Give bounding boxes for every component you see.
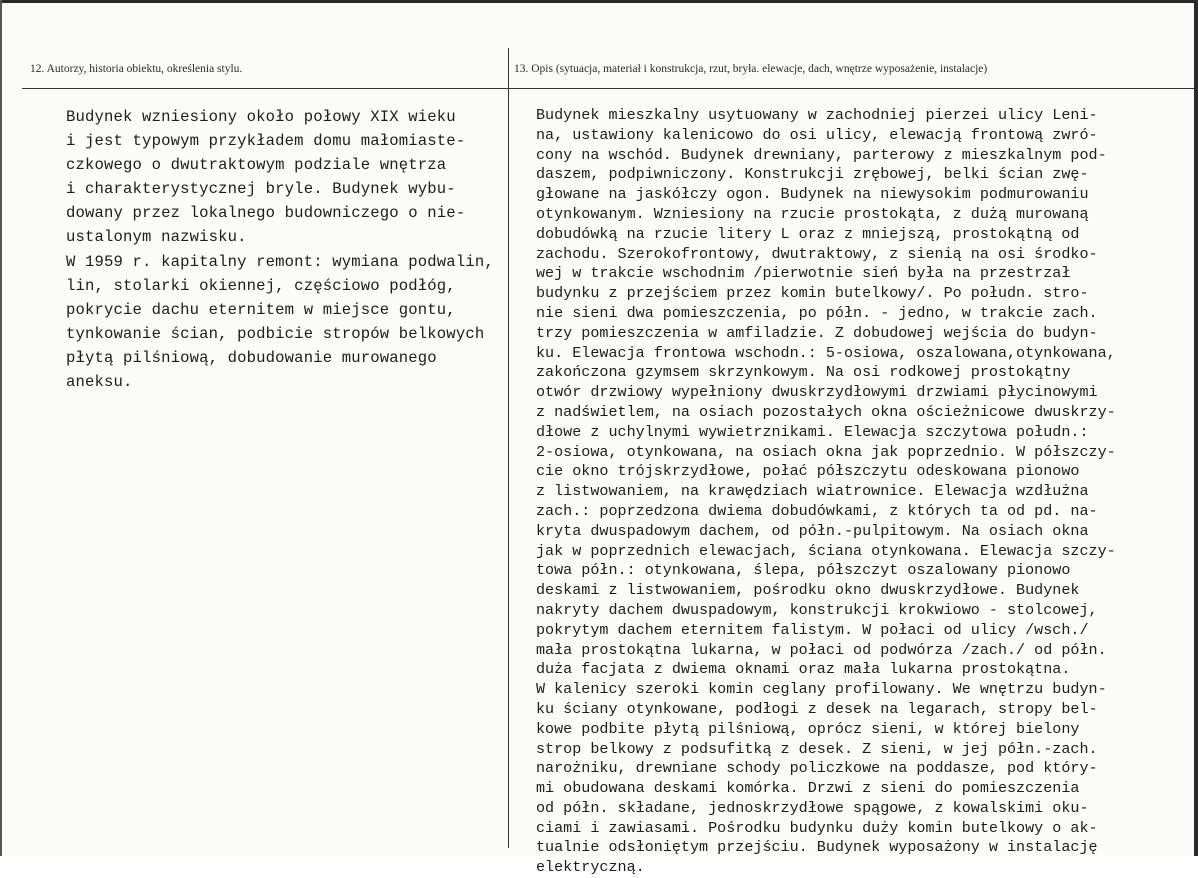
text-line: mała prostokątna lukarna, w połaci od podwórza /zach./ od półn.: [536, 640, 1107, 659]
text-line: nakryty dachem dwuspadowym, konstrukcji krokwiowo - stolcowej,: [536, 600, 1098, 619]
text-line: elektryczną.: [536, 858, 645, 877]
text-line: zakończona gzymsem skrzynkowym. Na osi rodkowej prostokątny: [536, 363, 1071, 382]
text-line: budynku z przejściem przez komin butelkowy/. Po połudn. stro-: [536, 284, 1089, 303]
text-line: duża facjata z dwiema oknami oraz mała lukarna prostokątna.: [536, 660, 1071, 679]
text-line: otynkowanym. Wzniesiony na rzucie prostokąta, z dużą murowaną: [536, 204, 1089, 223]
text-line: otwór drzwiowy wypełniony dwuskrzydłowymi drzwiami płycinowymi: [536, 383, 1098, 402]
text-line: czkowego o dwutraktowym podziale wnętrza: [66, 156, 447, 175]
header-divider: [22, 88, 1194, 89]
text-line: pokrytym dachem eternitem falistym. W połaci od ulicy /wsch./: [536, 620, 1089, 639]
text-line: dowany przez lokalnego budowniczego o nie-: [66, 204, 466, 223]
text-line: wej w trakcie wschodnim /pierwotnie sień była na przestrzał: [536, 264, 1071, 283]
text-line: z nadświetlem, na osiach pozostałych okna ościeżnicowe dwuskrzy-: [536, 402, 1116, 421]
description-text: [536, 106, 1194, 878]
text-line: głowane na jaskółczy ogon. Budynek na niewysokim podmurowaniu: [536, 185, 1089, 204]
card-top-edge: [0, 0, 1198, 3]
text-line: Budynek wzniesiony około połowy XIX wieku: [66, 108, 456, 126]
text-line: trzy pomieszczenia w amfiladzie. Z dobudowej wejścia do budyn-: [536, 323, 1098, 342]
card-right-edge: [1194, 0, 1198, 856]
text-line: deskami z listwowaniem, pośrodku okno dwuskrzydłowe. Budynek: [536, 581, 1080, 600]
section-13-header: 13. Opis (sytuacja, materiał i konstrukcja, rzut, bryła. elewacje, dach, wnętrze wyposażenie, instalacje): [514, 63, 988, 75]
text-line: na, ustawiony kalenicowo do osi ulicy, elewacją frontową zwró-: [536, 125, 1098, 144]
text-line: narożniku, drewniane schody policzkowe na poddasze, pod który-: [536, 759, 1098, 778]
text-line: cony na wschód. Budynek drewniany, parterowy z mieszkalnym pod-: [536, 145, 1107, 164]
text-line: nie sieni dwa pomieszczenia, po półn. - jedno, w trakcie zach.: [536, 303, 1098, 322]
text-line: kryta dwuspadowym dachem, od półn.-pulpitowym. Na osiach okna: [536, 521, 1089, 540]
text-line: ustalonym nazwisku.: [66, 228, 247, 247]
text-line: płytą pilśniową, dobudowanie murowanego: [66, 348, 437, 367]
text-line: ku ściany otynkowane, podłogi z desek na legarach, stropy bel-: [536, 699, 1098, 718]
text-line: dłowe z uchylnymi wywietrznikami. Elewacja szczytowa połudn.:: [536, 422, 1089, 441]
authors-history-text: [66, 105, 506, 394]
text-line: ku. Elewacja frontowa wschodn.: 5-osiowa, oszalowana,otynkowana,: [536, 343, 1116, 362]
text-line: zachodu. Szerokofrontowy, dwutraktowy, z sienią na osi środko-: [536, 244, 1098, 263]
text-line: tualnie odsłoniętym przejściu. Budynek wyposażony w instalację: [536, 838, 1098, 857]
text-line: i charakterystycznej bryle. Budynek wybu-: [66, 180, 456, 199]
section-12-header: 12. Autorzy, historia obiektu, określenia stylu.: [30, 63, 243, 75]
text-line: Budynek mieszkalny usytuowany w zachodniej pierzei ulicy Leni-: [536, 106, 1098, 124]
text-line: W 1959 r. kapitalny remont: wymiana podwalin,: [66, 252, 494, 271]
text-line: strop belkowy z podsufitką z desek. Z sieni, w jej półn.-zach.: [536, 739, 1098, 758]
text-line: lin, stolarki okiennej, częściowo podłóg,: [66, 276, 456, 295]
text-line: 2-osiowa, otynkowana, na osiach okna jak poprzednio. W półszczy-: [536, 442, 1116, 461]
text-line: dobudówką na rzucie litery L oraz z mniejszą, prostokątną od: [536, 224, 1080, 243]
card-left-edge: [0, 0, 2, 856]
text-line: od półn. składane, jednoskrzydłowe spągowe, z kowalskimi oku-: [536, 798, 1089, 817]
text-line: z listwowaniem, na krawędziach wiatrownice. Elewacja wzdłużna: [536, 482, 1089, 501]
text-line: ciami i zawiasami. Pośrodku budynku duży komin butelkowy o ak-: [536, 818, 1098, 837]
text-line: W kalenicy szeroki komin ceglany profilowany. We wnętrzu budyn-: [536, 680, 1107, 699]
text-line: i jest typowym przykładem domu małomiaste-: [66, 132, 466, 151]
text-line: kowe podbite płytą pilśniową, oprócz sieni, w której bielony: [536, 719, 1080, 738]
text-line: zach.: poprzedzona dwiema dobudówkami, z których ta od pd. na-: [536, 501, 1098, 520]
text-line: tynkowanie ścian, podbicie stropów belkowych: [66, 324, 485, 343]
text-line: mi obudowana deskami komórka. Drzwi z sieni do pomieszczenia: [536, 779, 1080, 798]
text-line: pokrycie dachu eternitem w miejsce gontu,: [66, 300, 456, 319]
column-divider: [508, 48, 509, 848]
text-line: towa półn.: otynkowana, ślepa, półszczyt oszalowany pionowo: [536, 561, 1071, 580]
text-line: cie okno trójskrzydłowe, połać półszczytu odeskowana pionowo: [536, 462, 1080, 481]
text-line: daszem, podpiwniczony. Konstrukcji zrębowej, belki ścian zwę-: [536, 165, 1089, 184]
text-line: aneksu.: [66, 373, 133, 392]
text-line: jak w poprzednich elewacjach, ściana otynkowana. Elewacja szczy-: [536, 541, 1116, 560]
